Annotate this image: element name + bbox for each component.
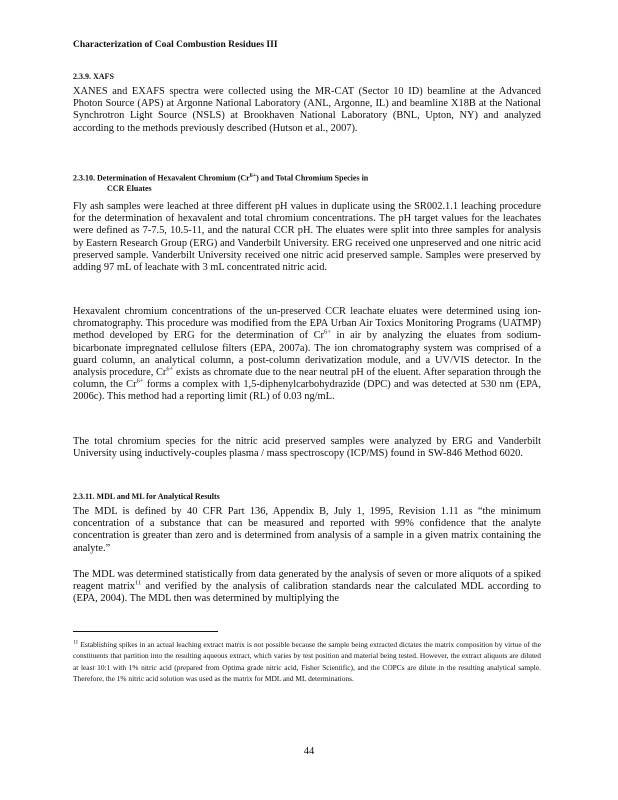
chromium-paragraph-3: The total chromium species for the nitric acid preserved samples were analyzed by ERG and Vanderbilt University using inductively-couples plasma / mass spectroscopy (ICP/MS) found in SW-846 Method 6020. <box>73 436 541 460</box>
superscript: 6+ <box>324 328 331 336</box>
paragraph-text: Hexavalent chromium concentrations of the un-preserved CCR leachate eluates were determined using ion-chromatography. This procedure was modified from the EPA Urban Air Toxics Monitoring Programs (UATMP) method developed by ERG for the determination of Cr <box>73 306 541 342</box>
page-number: 44 <box>303 746 315 757</box>
superscript: 6+ <box>249 173 257 179</box>
footnote-reference: 11 <box>134 579 142 587</box>
heading-text: CCR Eluates <box>107 183 152 193</box>
paragraph-text: forms a complex with 1,5-diphenylcarbohydrazide (DPC) and was detected at 530 nm (EPA, 2006c). This method had a reporting limit (RL) of 0.03 ng/mL. <box>73 379 541 403</box>
running-header: Characterization of Coal Combustion Residues III <box>73 40 278 50</box>
footnote-text: Establishing spikes in an actual leaching extract matrix is not possible because the sample being extracted dictates the matrix composition by virtue of the constituents that partition into the resulting aqueous extract, which varies by test position and material being tested. However, the extract aliquots are diluted at least 10:1 with 1% nitric acid (prepared from Optima grade nitric acid, Fisher Scientific), and the COPCs are dilute in the resulting analytical sample. Therefore, the 1% nitric acid solution was used as the matrix for MDL and ML determinations. <box>73 640 541 684</box>
footnote-divider <box>73 631 218 632</box>
superscript: 6+ <box>166 365 174 373</box>
chromium-paragraph-2 <box>73 306 541 404</box>
section-heading-mdl: 2.3.11. MDL and ML for Analytical Results <box>73 492 220 501</box>
superscript: 6+ <box>136 377 144 385</box>
paragraph-text: and verified by the analysis of calibration standards near the calculated MDL according to (EPA, 2004). The MDL then was determined by multiplying the <box>73 581 541 605</box>
mdl-paragraph-1: The MDL is defined by 40 CFR Part 136, Appendix B, July 1, 1995, Revision 1.11 as “the minimum concentration of a substance that can be measured and reported with 99% confidence that the analyte concentration is greater than zero and is determined from analysis of a sample in a given matrix containing the analyte.” <box>73 506 541 554</box>
heading-text: 2.3.10. Determination of Hexavalent Chromium (Cr <box>73 173 250 183</box>
paragraph-text: The MDL was determined statistically from data generated by the analysis of seven or more aliquots of a spiked reagent matrix <box>73 569 541 593</box>
chromium-paragraph-1: Fly ash samples were leached at three different pH values in duplicate using the SR002.1.1 leaching procedure for the determination of hexavalent and total chromium concentrations. The pH target values for the leachates were defined as 7-7.5, 10.5-11, and the natural CCR pH. The eluates were split into three samples for analysis by Eastern Research Group (ERG) and Vanderbilt University. ERG received one unpreserved and one nitric acid preserved sample. Vanderbilt University received one nitric acid preserved sample. Samples were preserved by adding 97 mL of leachate with 3 mL concentrated nitric acid. <box>73 201 541 274</box>
paragraph-text: exists as chromate due to the near neutral pH of the eluent. After separation through the column, the Cr <box>73 367 541 391</box>
heading-text: ) and Total Chromium Species in <box>256 173 369 183</box>
paragraph-text: in air by analyzing the eluates from sodium-bicarbonate impregnated cellulose filters (EPA, 2007a). The ion chromatography system was comprised of a guard column, an analytical column, a post-column derivatization module, and a UV/VIS detector. In the analysis procedure, Cr <box>73 330 541 379</box>
xafs-paragraph: XANES and EXAFS spectra were collected using the MR-CAT (Sector 10 ID) beamline at the Advanced Photon Source (APS) at Argonne National Laboratory (ANL, Argonne, IL) and beamline X18B at the National Synchrotron Light Source (NSLS) at Brookhaven National Laboratory (BNL, Upton, NY) and analyzed according to the methods previously described (Hutson et al., 2007). <box>73 86 541 134</box>
mdl-paragraph-2 <box>73 569 541 606</box>
footnote-marker: 11 <box>73 639 79 646</box>
section-heading-xafs: 2.3.9. XAFS <box>73 72 114 81</box>
section-heading-chromium <box>73 173 368 193</box>
footnote <box>73 639 541 685</box>
